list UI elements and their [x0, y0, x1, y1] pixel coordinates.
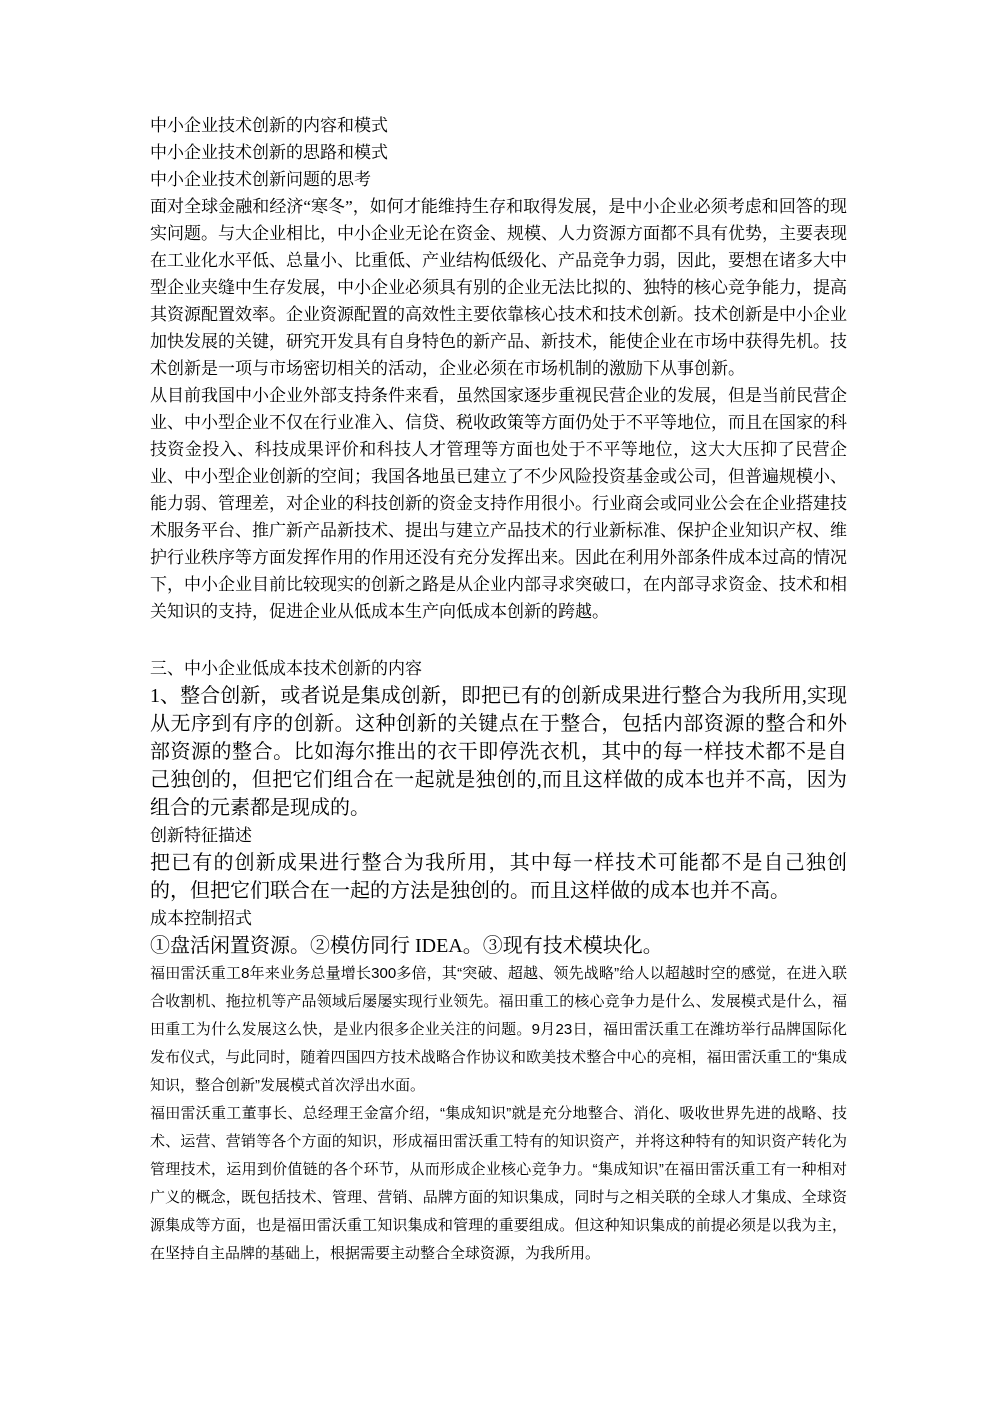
intro-paragraph-1: 面对全球金融和经济“寒冬”，如何才能维持生存和取得发展，是中小企业必须考虑和回答的现实问题。与大企业相比，中小企业无论在资金、规模、人力资源方面都不具有优势，主要表现在工业化水平低、总量小、比重低、产业结构低级化、产品竞争力弱，因此，要想在诸多大中型企业夹缝中生存发展，中小企业必须具有别的企业无法比拟的、独特的核心竞争能力，提高其资源配置效率。企业资源配置的高效性主要依靠核心技术和技术创新。技术创新是中小企业加快发展的关键，研究开发具有自身特色的新产品、新技术，能使企业在市场中获得先机。技术创新是一项与市场密切相关的活动，企业必须在市场机制的激励下从事创新。 [150, 197, 847, 378]
intro-paragraph-2: 从目前我国中小企业外部支持条件来看，虽然国家逐步重视民营企业的发展，但是当前民营企业、中小型企业不仅在行业准入、信贷、税收政策等方面仍处于不平等地位，而且在国家的科技资金投入、科技成果评价和科技人才管理等方面也处于不平等地位，这大大压抑了民营企业、中小型企业创新的空间；我国各地虽已建立了不少风险投资基金或公司，但普遍规模小、能力弱、管理差，对企业的科技创新的资金支持作用很小。行业商会或同业公会在企业搭建技术服务平台、推广新产品新技术、提出与建立产品技术的行业新标准、保护企业知识产权、维护行业秩序等方面发挥作用的作用还没有充分发挥出来。因此在利用外部条件成本过高的情况下，中小企业目前比较现实的创新之路是从企业内部寻求突破口，在内部寻求资金、技术和相关知识的支持，促进企业从低成本生产向低成本创新的跨越。 [150, 386, 847, 621]
innovation-feature-label: 创新特征描述 [150, 826, 252, 845]
cost-control-label: 成本控制招式 [150, 909, 252, 928]
integration-innovation-paragraph: 1、整合创新，或者说是集成创新，即把已有的创新成果进行整合为我所用,实现从无序到有序的创新。这种创新的关键点在于整合，包括内部资源的整合和外部资源的整合。比如海尔推出的衣干即停洗衣机，其中的每一样技术都不是自己独创的，但把它们组合在一起就是独创的,而且这样做的成本也并不高，因为组合的元素都是现成的。 [150, 685, 847, 819]
doc-title-line-1: 中小企业技术创新的内容和模式 [150, 116, 388, 135]
futian-case-paragraph-2: 福田雷沃重工董事长、总经理王金富介绍，“集成知识”就是充分地整合、消化、吸收世界先进的战略、技术、运营、营销等各个方面的知识，形成福田雷沃重工特有的知识资产，并将这种特有的知识资产转化为管理技术，运用到价值链的各个环节，从而形成企业核心竞争力。“集成知识”在福田雷沃重工有一种相对广义的概念，既包括技术、管理、营销、品牌方面的知识集成，同时与之相关联的全球人才集成、全球资源集成等方面，也是福田雷沃重工知识集成和管理的重要组成。但这种知识集成的前提必须是以我为主，在坚持自主品牌的基础上，根据需要主动整合全球资源，为我所用。 [150, 1105, 847, 1262]
paragraph-spacer [150, 625, 847, 655]
cost-control-methods: ①盘活闲置资源。②模仿同行 IDEA。③现有技术模块化。 [150, 935, 663, 957]
innovation-feature-text: 把已有的创新成果进行整合为我所用，其中每一样技术可能都不是自己独创的，但把它们联合在一起的方法是独创的。而且这样做的成本也并不高。 [150, 852, 847, 902]
futian-case-paragraph-1: 福田雷沃重工8年来业务总量增长300多倍，其“突破、超越、领先战略”给人以超越时空的感觉，在进入联合收割机、拖拉机等产品领域后屡屡实现行业领先。福田重工的核心竞争力是什么、发展模式是什么，福田重工为什么发展这么快，是业内很多企业关注的问题。9月23日，福田雷沃重工在潍坊举行品牌国际化发布仪式，与此同时，随着四国四方技术战略合作协议和欧美技术整合中心的亮相，福田雷沃重工的“集成知识，整合创新”发展模式首次浮出水面。 [150, 965, 847, 1094]
doc-title-line-2: 中小企业技术创新的思路和模式 [150, 143, 388, 162]
doc-title-line-3: 中小企业技术创新问题的思考 [150, 170, 371, 189]
document-page [150, 112, 847, 1268]
section-3-heading: 三、中小企业低成本技术创新的内容 [150, 659, 422, 678]
